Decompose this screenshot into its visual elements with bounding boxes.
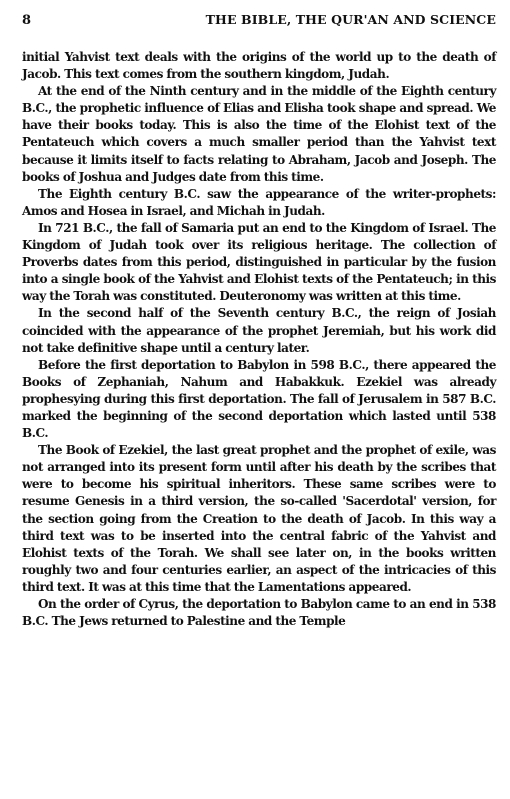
paragraph: The Eighth century B.C. saw the appearance of the writer-prophets: Amos and Hosea in Israel, and Michah in Judah. [22, 186, 496, 218]
paragraph-continues: On the order of Cyrus, the deportation to Babylon came to an end in 538 B.C. The Jews returned to Palestine and the Temple [22, 597, 496, 629]
paragraph: Before the first deportation to Babylon in 598 B.C., there appeared the Books of Zephaniah, Nahum and Habakkuk. Ezekiel was already prophesying during this first deportation. The fall of Jerusalem in 587 B.C. marked the beginning of the second deportation which lasted until 538 B.C. [22, 357, 496, 441]
paragraph: At the end of the Ninth century and in the middle of the Eighth century B.C., the prophetic influence of Elias and Elisha took shape and spread. We have their books today. This is also the time of the Elohist text of the Pentateuch which covers a much smaller period than the Yahvist text because it limits itself to facts relating to Abraham, Jacob and Joseph. The books of Joshua and Judges date from this time. [22, 84, 496, 184]
paragraph: In 721 B.C., the fall of Samaria put an end to the Kingdom of Israel. The Kingdom of Judah took over its religious heritage. The collection of Proverbs dates from this period, distinguished in particular by the fusion into a single book of the Yahvist and Elohist texts of the Pentateuch; in this way the Torah was constituted. Deuteronomy was written at this time. [22, 220, 496, 304]
page-number: 8 [22, 13, 32, 28]
paragraph: The Book of Ezekiel, the last great prophet and the prophet of exile, was not arranged into its present form until after his death by the scribes that were to become his spiritual inheritors. These same scribes were to resume Genesis in a third version, the so-called 'Sacerdotal' version, for the section going from the Creation to the death of Jacob. In this way a third text was to be inserted into the central fabric of the Yahvist and Elohist texts of the Torah. We shall see later on, in the books written roughly two and four centuries earlier, an aspect of the intricacies of this third text. It was at this time that the Lamentations appeared. [22, 443, 496, 594]
paragraph-continued: initial Yahvist text deals with the origins of the world up to the death of Jacob. This text comes from the southern kingdom, Judah. [22, 50, 496, 82]
paragraph: In the second half of the Seventh century B.C., the reign of Josiah coincided with the appearance of the prophet Jeremiah, but his work did not take definitive shape until a century later. [22, 306, 496, 355]
running-header [22, 12, 496, 32]
book-page [22, 12, 496, 630]
running-title: THE BIBLE, THE QUR'AN AND SCIENCE [205, 12, 496, 27]
body-text [22, 49, 496, 630]
